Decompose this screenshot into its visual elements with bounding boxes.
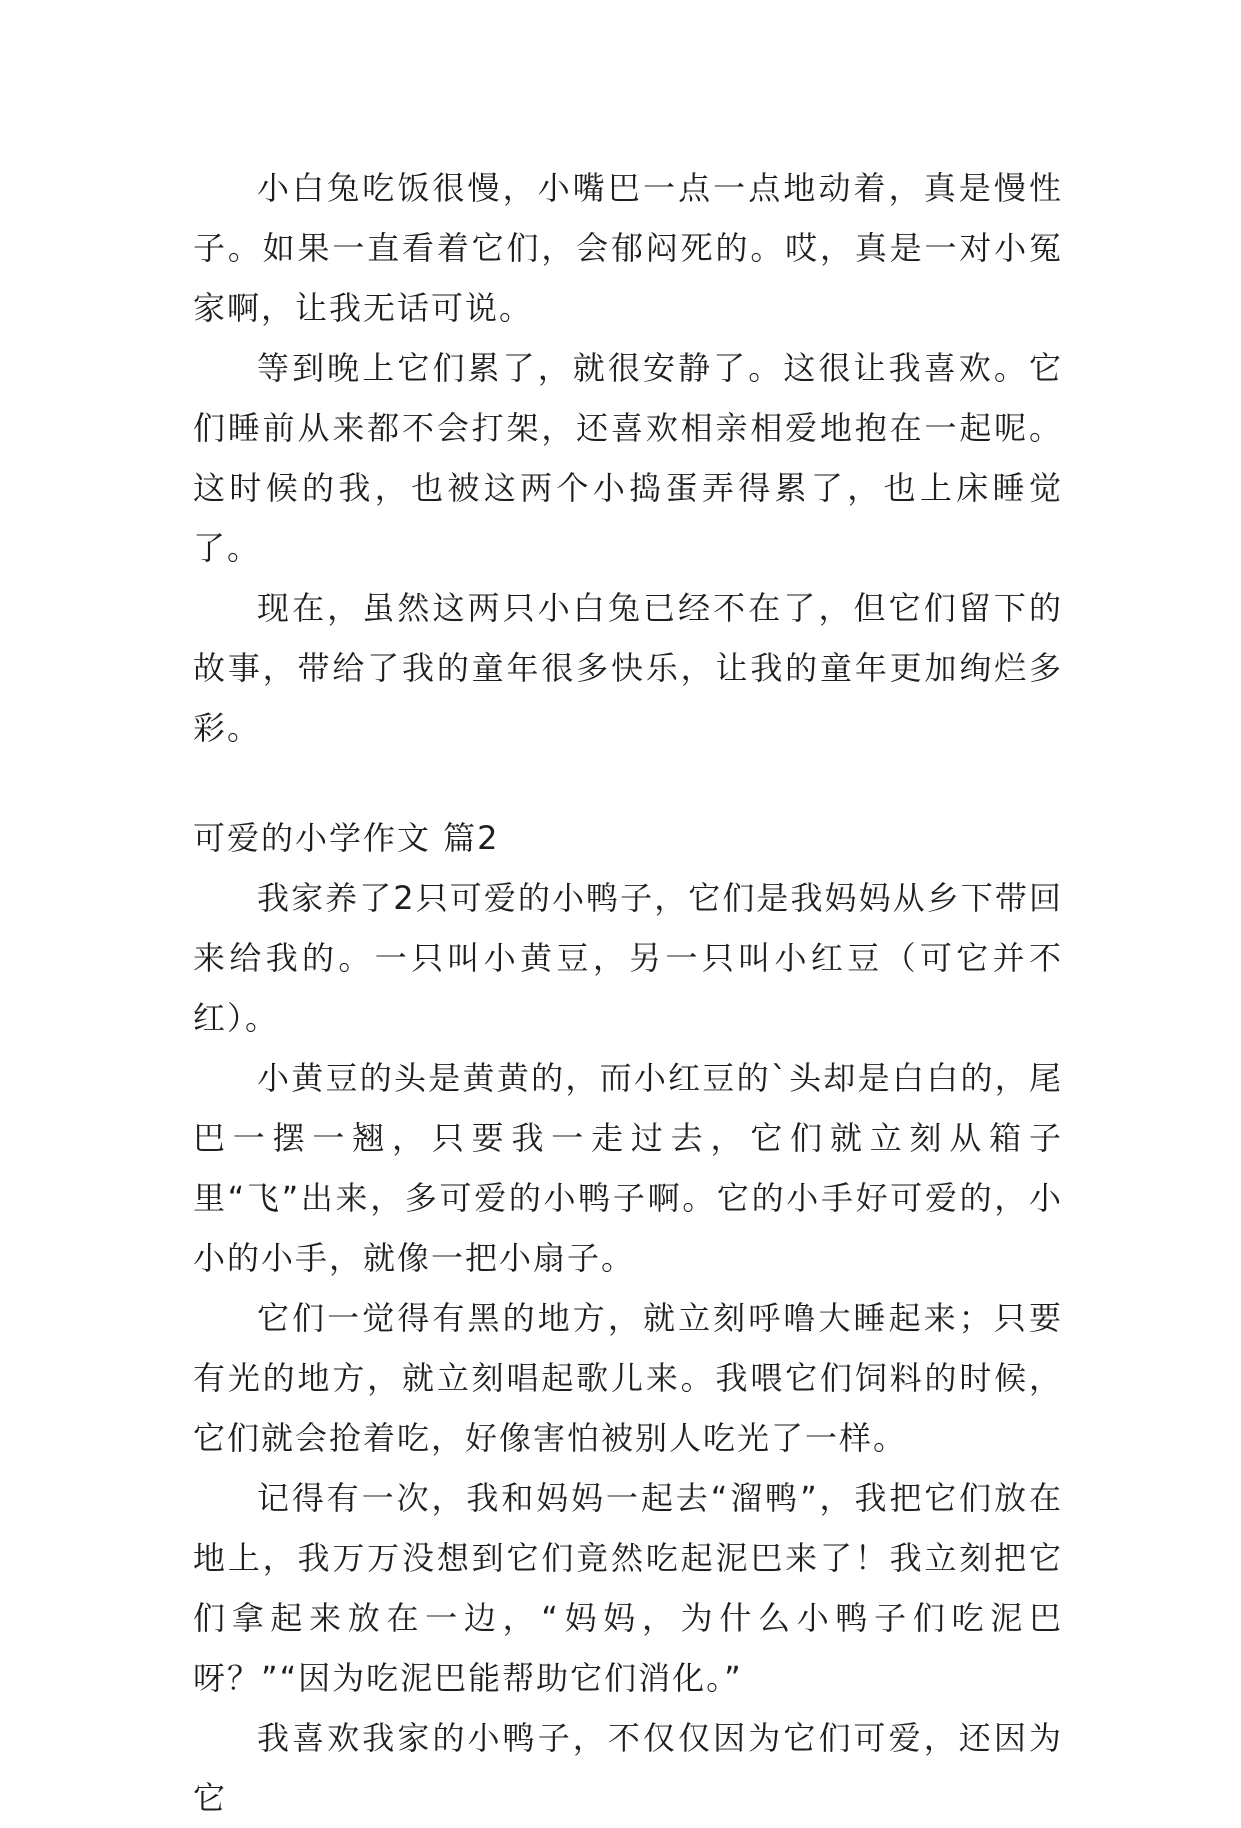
paragraph: 我喜欢我家的小鸭子，不仅仅因为它们可爱，还因为它 xyxy=(193,1719,1063,1817)
paragraph: 记得有一次，我和妈妈一起去“溜鸭”，我把它们放在地上，我万万没想到它们竟然吃起泥巴来了！我立刻把它们拿起来放在一边，“妈妈，为什么小鸭子们吃泥巴呀？”“因为吃泥巴能帮助它们消化。” xyxy=(193,1479,1063,1697)
paragraph: 等到晚上它们累了，就很安静了。这很让我喜欢。它们睡前从来都不会打架，还喜欢相亲相爱地抱在一起呢。这时候的我，也被这两个小捣蛋弄得累了，也上床睡觉了。 xyxy=(193,349,1063,567)
paragraph: 现在，虽然这两只小白兔已经不在了，但它们留下的故事，带给了我的童年很多快乐，让我的童年更加绚烂多彩。 xyxy=(193,589,1063,747)
section-heading: 可爱的小学作文 篇2 xyxy=(193,819,500,857)
paragraph: 它们一觉得有黑的地方，就立刻呼噜大睡起来；只要有光的地方，就立刻唱起歌儿来。我喂它们饲料的时候，它们就会抢着吃，好像害怕被别人吃光了一样。 xyxy=(193,1299,1063,1457)
paragraph: 小黄豆的头是黄黄的，而小红豆的`头却是白白的，尾巴一摆一翘，只要我一走过去，它们就立刻从箱子里“飞”出来，多可爱的小鸭子啊。它的小手好可爱的，小小的小手，就像一把小扇子。 xyxy=(193,1059,1063,1277)
paragraph: 小白兔吃饭很慢，小嘴巴一点一点地动着，真是慢性子。如果一直看着它们，会郁闷死的。哎，真是一对小冤家啊，让我无话可说。 xyxy=(193,169,1063,327)
document-body xyxy=(193,158,1063,1828)
paragraph: 我家养了2只可爱的小鸭子，它们是我妈妈从乡下带回来给我的。一只叫小黄豆，另一只叫小红豆（可它并不红）。 xyxy=(193,879,1063,1037)
